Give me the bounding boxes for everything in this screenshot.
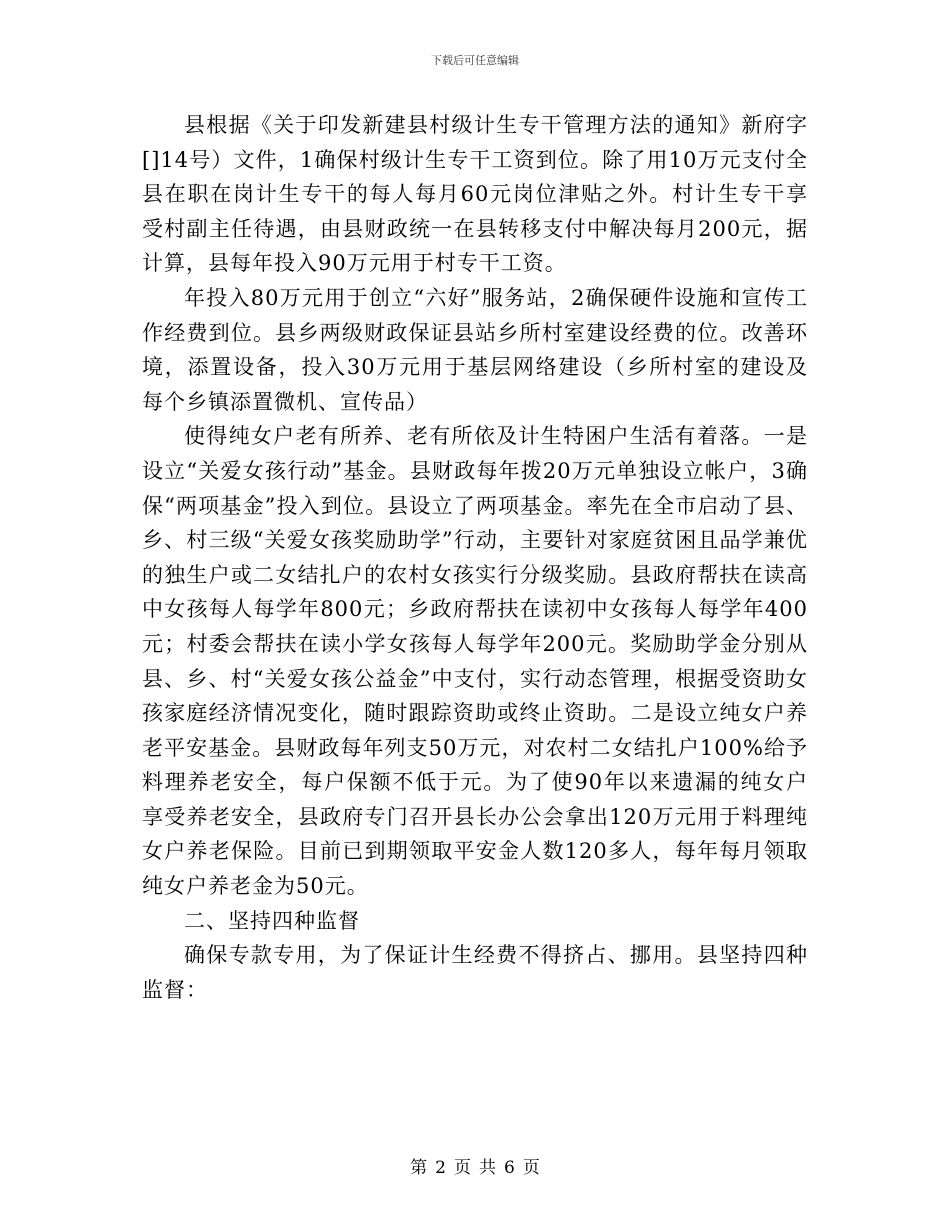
footer-label-ye2: 页 <box>522 1158 540 1178</box>
paragraph-3: 使得纯女户老有所养、老有所依及计生特困户生活有着落。一是设立“关爱女孩行动”基金。县财政每年拨20万元单独设立帐户，3确保“两项基金”投入到位。县设立了两项基金。率先在全市启动了县、乡、村三级“关爱女孩奖励助学”行动，主要针对家庭贫困且品学兼优的独生户或二女结扎户的农村女孩实行分级奖励。县政府帮扶在读高中女孩每人每学年800元；乡政府帮扶在读初中女孩每人每学年400元；村委会帮扶在读小学女孩每人每学年200元。奖励助学金分别从县、乡、村“关爱女孩公益金”中支付，实行动态管理，根据受资助女孩家庭经济情况变化，随时跟踪资助或终止资助。二是设立纯女户养老平安基金。县财政每年列支50万元，对农村二女结扎户100%给予料理养老安全，每户保额不低于元。为了使90年以来遗漏的纯女户享受养老安全，县政府专门召开县长办公会拿出120万元用于料理纯女户养老保险。目前已到期领取平安金人数120多人，每年每月领取纯女户养老金为50元。 <box>142 424 808 899</box>
total-pages-number: 6 <box>504 1158 515 1178</box>
section-heading: 二、坚持四种监督 <box>184 908 360 933</box>
paragraph-4: 确保专款专用，为了保证计生经费不得挤占、挪用。县坚持四种监督： <box>142 943 808 1002</box>
page-footer <box>0 1153 950 1178</box>
current-page-number: 2 <box>435 1158 446 1178</box>
paragraph-2: 年投入80万元用于创立“六好”服务站，2确保硬件设施和宣传工作经费到位。县乡两级财政保证县站乡所村室建设经费的位。改善环境，添置设备，投入30万元用于基层网络建设（乡所村室的建设及每个乡镇添置微机、宣传品） <box>142 285 808 414</box>
footer-label-ye: 页 <box>454 1158 471 1178</box>
document-body <box>142 108 808 1007</box>
footer-label-page: 第 <box>410 1158 428 1178</box>
paragraph-1: 县根据《关于印发新建县村级计生专干管理方法的通知》新府字[]14号）文件，1确保村级计生专干工资到位。除了用10万元支付全县在职在岗计生专干的每人每月60元岗位津贴之外。村计生专干享受村副主任待遇，由县财政统一在县转移支付中解决每月200元，据计算，县每年投入90万元用于村专干工资。 <box>142 113 809 276</box>
footer-label-total: 共 <box>479 1158 496 1178</box>
page-header: 下载后可任意编辑 <box>431 54 519 67</box>
